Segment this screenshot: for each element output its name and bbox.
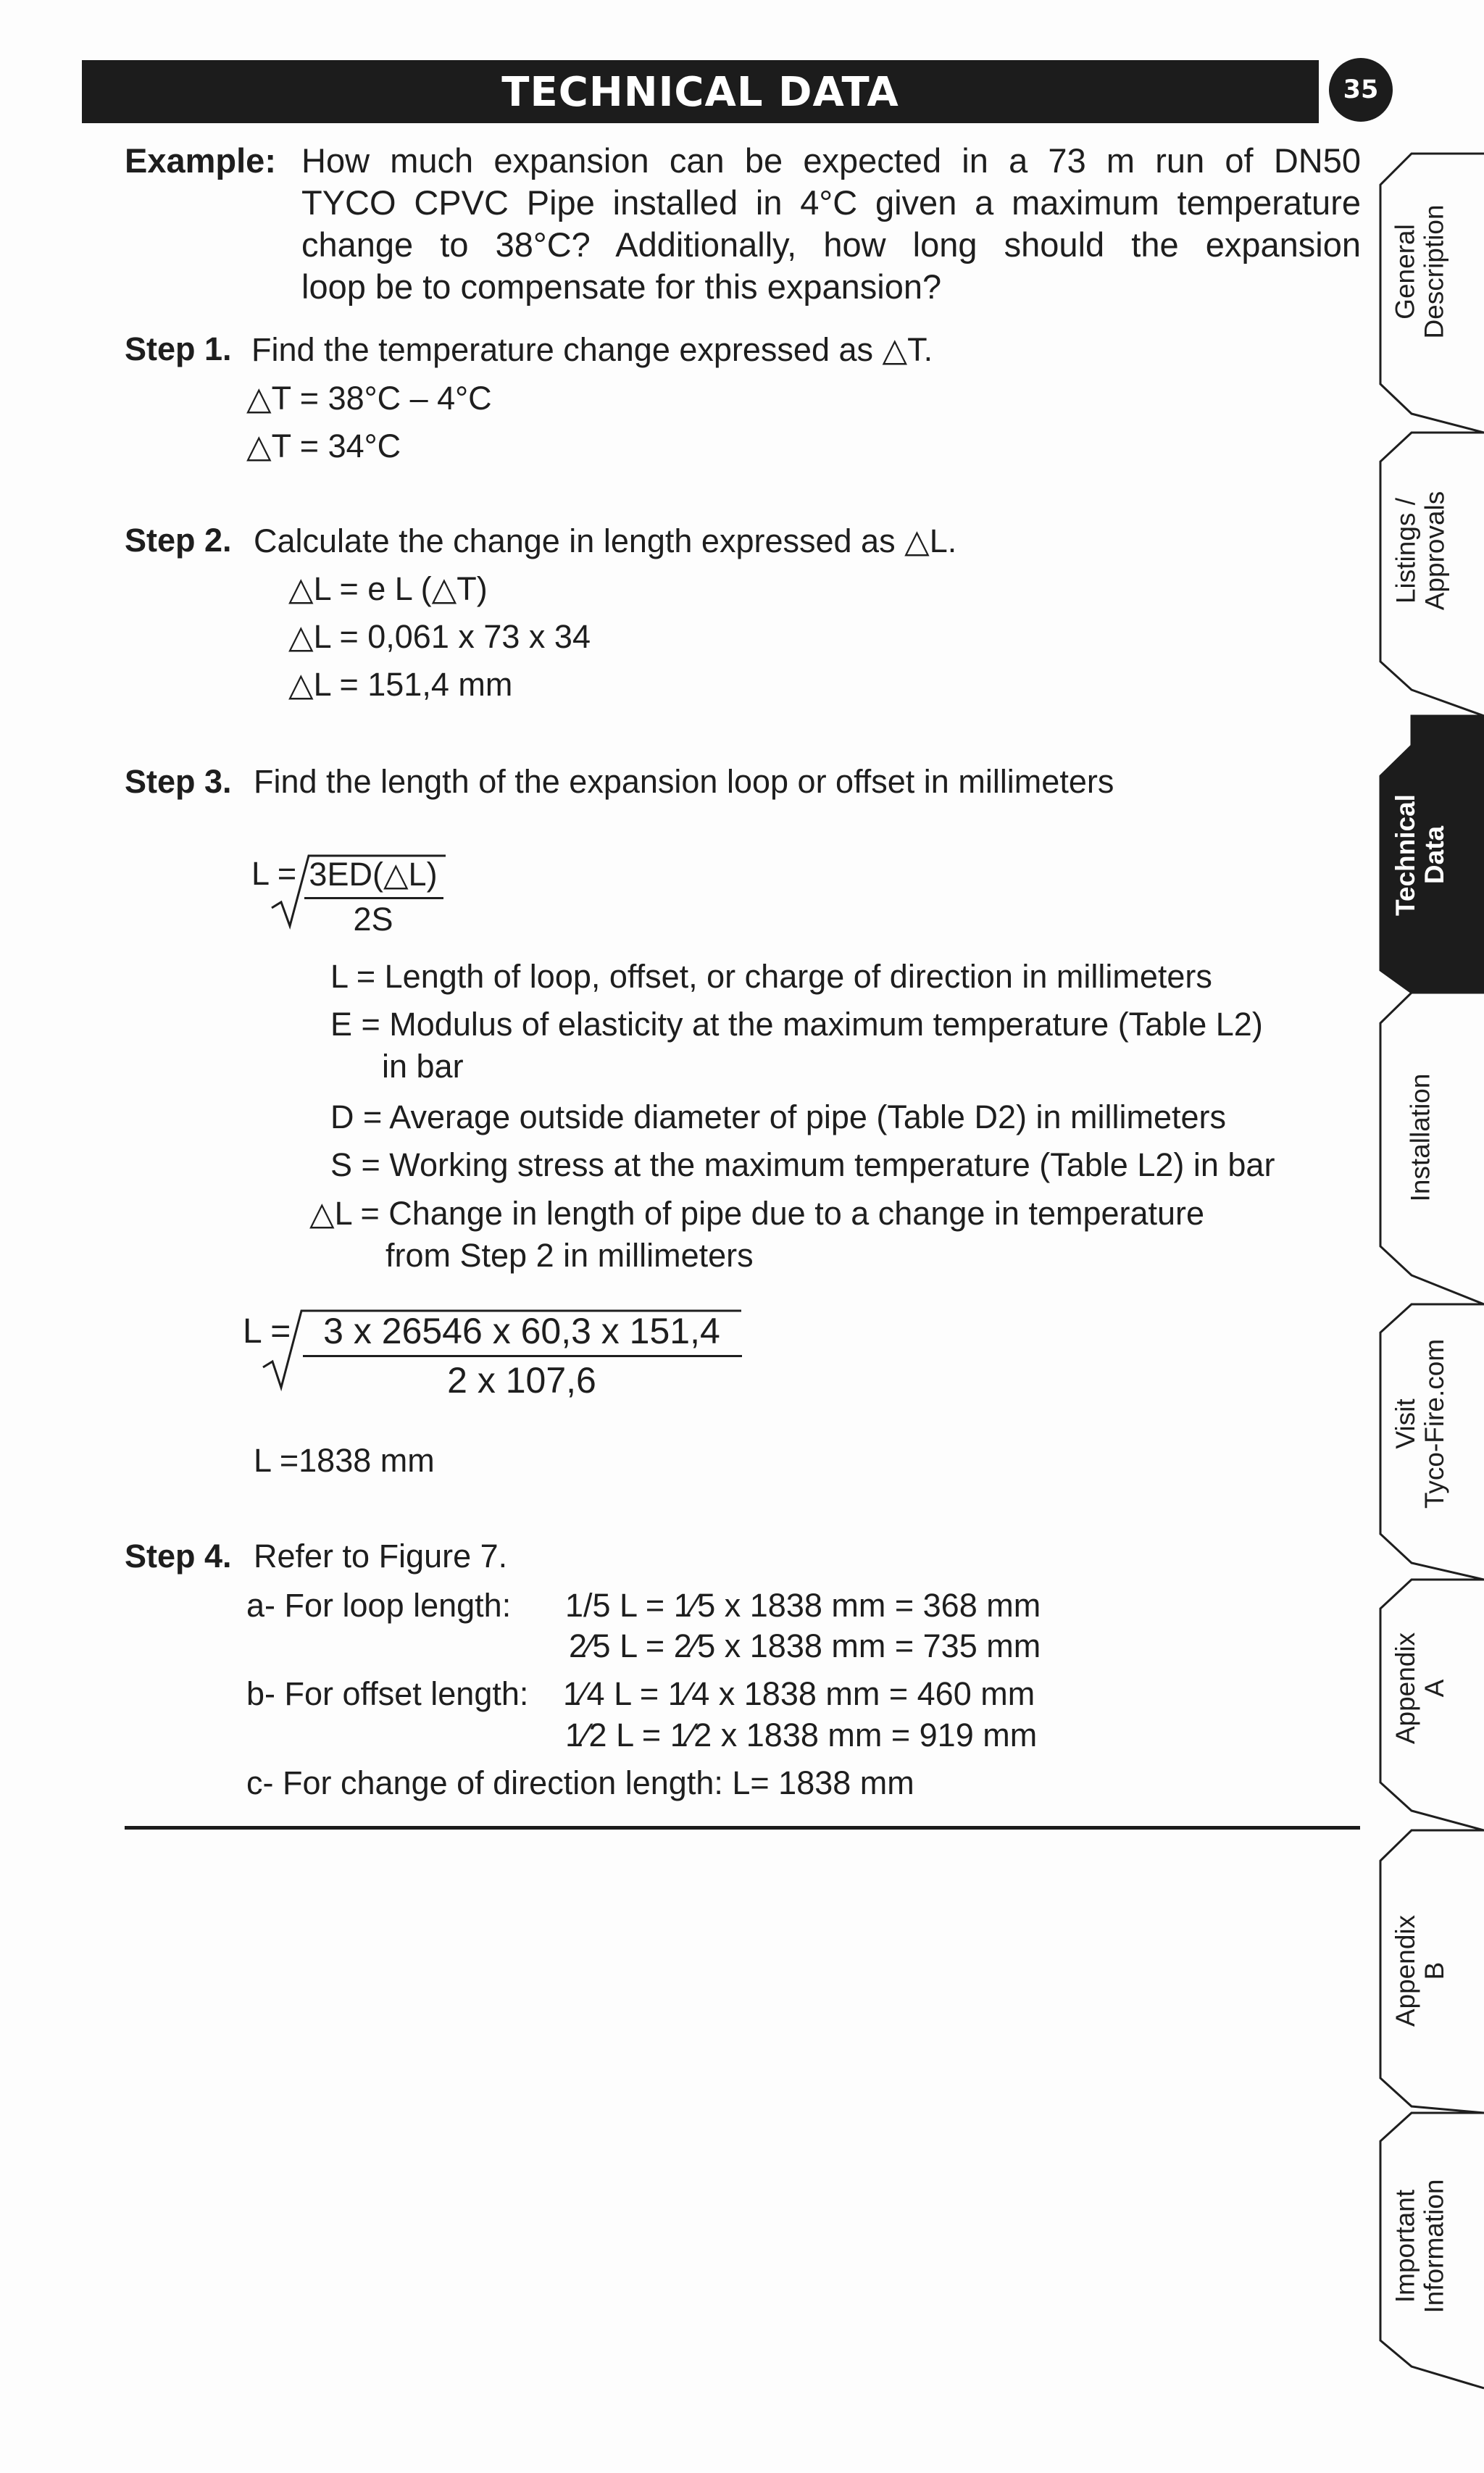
step3-label: Step 3. <box>125 763 232 800</box>
definition-D: D = Average outside diameter of pipe (Table D2) in millimeters <box>330 1098 1227 1135</box>
tab-label-listings-approvals: Listings / Approvals <box>1391 491 1449 611</box>
tab-important-information[interactable] <box>1380 2145 1460 2348</box>
step1-equation-2: △T = 34°C <box>246 428 401 464</box>
definition-deltaL-cont: from Step 2 in millimeters <box>385 1237 754 1274</box>
tab-label-visit-tyco-fire: Visit Tyco-Fire.com <box>1391 1338 1450 1509</box>
formula-denominator: 2S <box>353 901 393 938</box>
example-line-3: change to 38°C? Additionally, how long should the expansion <box>301 225 1361 264</box>
step2-equation-2: △L = 0,061 x 73 x 34 <box>288 618 591 655</box>
tab-technical-data[interactable] <box>1380 746 1460 964</box>
tab-label-technical-data: Technical Data <box>1391 794 1449 916</box>
step4-text: Refer to Figure 7. <box>254 1538 508 1575</box>
tab-installation[interactable] <box>1380 1029 1460 1246</box>
step4-a-line-2: 2⁄5 L = 2⁄5 x 1838 mm = 735 mm <box>569 1627 1041 1664</box>
tab-appendix-b[interactable] <box>1380 1862 1460 2080</box>
step2-label: Step 2. <box>125 522 232 559</box>
calc-fraction-bar <box>303 1355 742 1357</box>
formula-fraction-bar <box>304 897 443 899</box>
calc-lhs: L = <box>243 1312 291 1351</box>
definition-E-cont: in bar <box>382 1048 464 1085</box>
step2-equation-3: △L = 151,4 mm <box>288 666 513 703</box>
definition-E: E = Modulus of elasticity at the maximum temperature (Table L2) <box>330 1006 1263 1043</box>
step2-equation-1: △L = e L (△T) <box>288 570 488 607</box>
tab-label-general-description: General Description <box>1391 204 1450 339</box>
tab-listings-approvals[interactable] <box>1380 449 1460 652</box>
step4-label: Step 4. <box>125 1538 232 1575</box>
step4-a-line-1: 1/5 L = 1⁄5 x 1838 mm = 368 mm <box>565 1587 1041 1624</box>
example-line-4: loop be to compensate for this expansion? <box>301 267 942 306</box>
definition-L: L = Length of loop, offset, or charge of direction in millimeters <box>330 958 1212 995</box>
page-number-badge: 35 <box>1329 58 1393 122</box>
step4-c-line: c- For change of direction length: L= 1838 mm <box>246 1764 914 1801</box>
tab-label-installation: Installation <box>1405 1073 1435 1202</box>
step4-b-label: b- For offset length: <box>246 1675 529 1712</box>
formula-lhs: L = <box>251 855 297 892</box>
step3-text: Find the length of the expansion loop or offset in millimeters <box>254 763 1114 800</box>
calc-denominator: 2 x 107,6 <box>447 1360 596 1401</box>
definition-deltaL: △L = Change in length of pipe due to a change in temperature <box>309 1195 1205 1232</box>
formula-numerator: 3ED(△L) <box>309 856 438 893</box>
step2-text: Calculate the change in length expressed as △L. <box>254 522 957 559</box>
example-label: Example: <box>125 141 276 180</box>
step1-equation-1: △T = 38°C – 4°C <box>246 380 492 417</box>
calc-result: L =1838 mm <box>254 1442 435 1479</box>
step4-a-label: a- For loop length: <box>246 1587 512 1624</box>
page-title: TECHNICAL DATA <box>501 69 899 116</box>
example-line-1: How much expansion can be expected in a 73 m run of DN50 <box>301 141 1361 180</box>
step4-b-line-1: 1⁄4 L = 1⁄4 x 1838 mm = 460 mm <box>563 1675 1035 1712</box>
bottom-divider <box>125 1826 1360 1830</box>
tab-label-appendix-b: Appendix B <box>1391 1914 1450 2027</box>
calc-numerator: 3 x 26546 x 60,3 x 151,4 <box>323 1311 720 1351</box>
tab-label-appendix-a: Appendix A <box>1391 1632 1450 1745</box>
step1-label: Step 1. <box>125 330 232 367</box>
tab-general-description[interactable] <box>1380 167 1460 377</box>
tab-label-important-information: Important Information <box>1391 2179 1449 2314</box>
definition-S: S = Working stress at the maximum temperature (Table L2) in bar <box>330 1146 1275 1183</box>
step1-text: Find the temperature change expressed as △T. <box>251 331 933 368</box>
tab-appendix-a[interactable] <box>1380 1594 1460 1782</box>
step4-b-line-2: 1⁄2 L = 1⁄2 x 1838 mm = 919 mm <box>565 1717 1038 1753</box>
example-line-2: TYCO CPVC Pipe installed in 4°C given a maximum temperature <box>301 183 1361 222</box>
tab-visit-tyco-fire[interactable] <box>1380 1311 1460 1536</box>
